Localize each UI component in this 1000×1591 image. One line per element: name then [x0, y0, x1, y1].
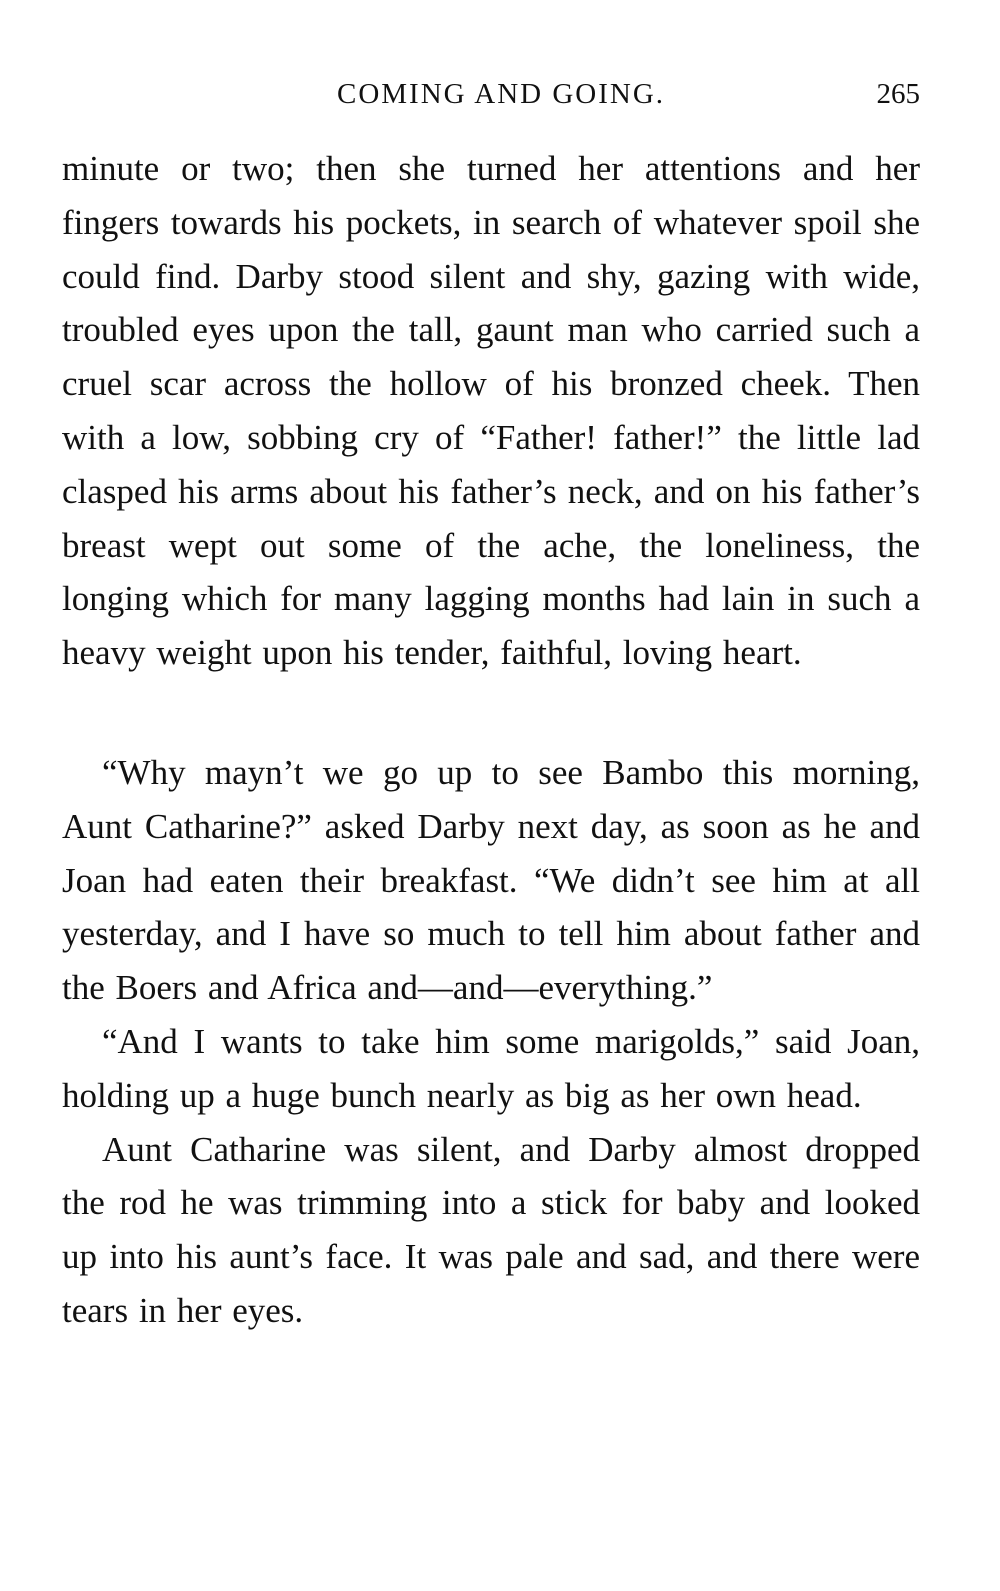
- paragraph-1: minute or two; then she turned her attentions and her fingers towards his pockets, in search of whatever spoil she could find. Darby stood silent and shy, gazing with wide, troubled eyes upon the tall, gaunt man who carried such a cruel scar across the hollow of his bronzed cheek. Then with a low, sobbing cry of “Father! father!” the little lad clasped his arms about his father’s neck, and on his father’s breast wept out some of the ache, the loneliness, the longing which for many lagging months had lain in such a heavy weight upon his tender, faithful, loving heart.: [62, 149, 920, 673]
- body-text: [62, 142, 920, 1338]
- page-content: [62, 70, 920, 1338]
- section-new-scene: [62, 746, 920, 1338]
- paragraph-2: “Why mayn’t we go up to see Bambo this morning, Aunt Catharine?” asked Darby next day, as soon as he and Joan had eaten their breakfast. “We didn’t see him at all yesterday, and I have so much to tell him about father and the Boers and Africa and—and—everything.”: [62, 752, 920, 1008]
- section-continuation: [62, 142, 920, 680]
- paragraph-3: “And I wants to take him some marigolds,” said Joan, holding up a huge bunch nearly as big as her own head.: [62, 1021, 920, 1115]
- running-title: COMING AND GOING.: [336, 78, 666, 110]
- page-number: 265: [876, 78, 920, 110]
- running-header: [62, 70, 920, 118]
- paragraph-4: Aunt Catharine was silent, and Darby almost dropped the rod he was trimming into a stick for baby and looked up into his aunt’s face. It was pale and sad, and there were tears in her eyes.: [62, 1129, 920, 1330]
